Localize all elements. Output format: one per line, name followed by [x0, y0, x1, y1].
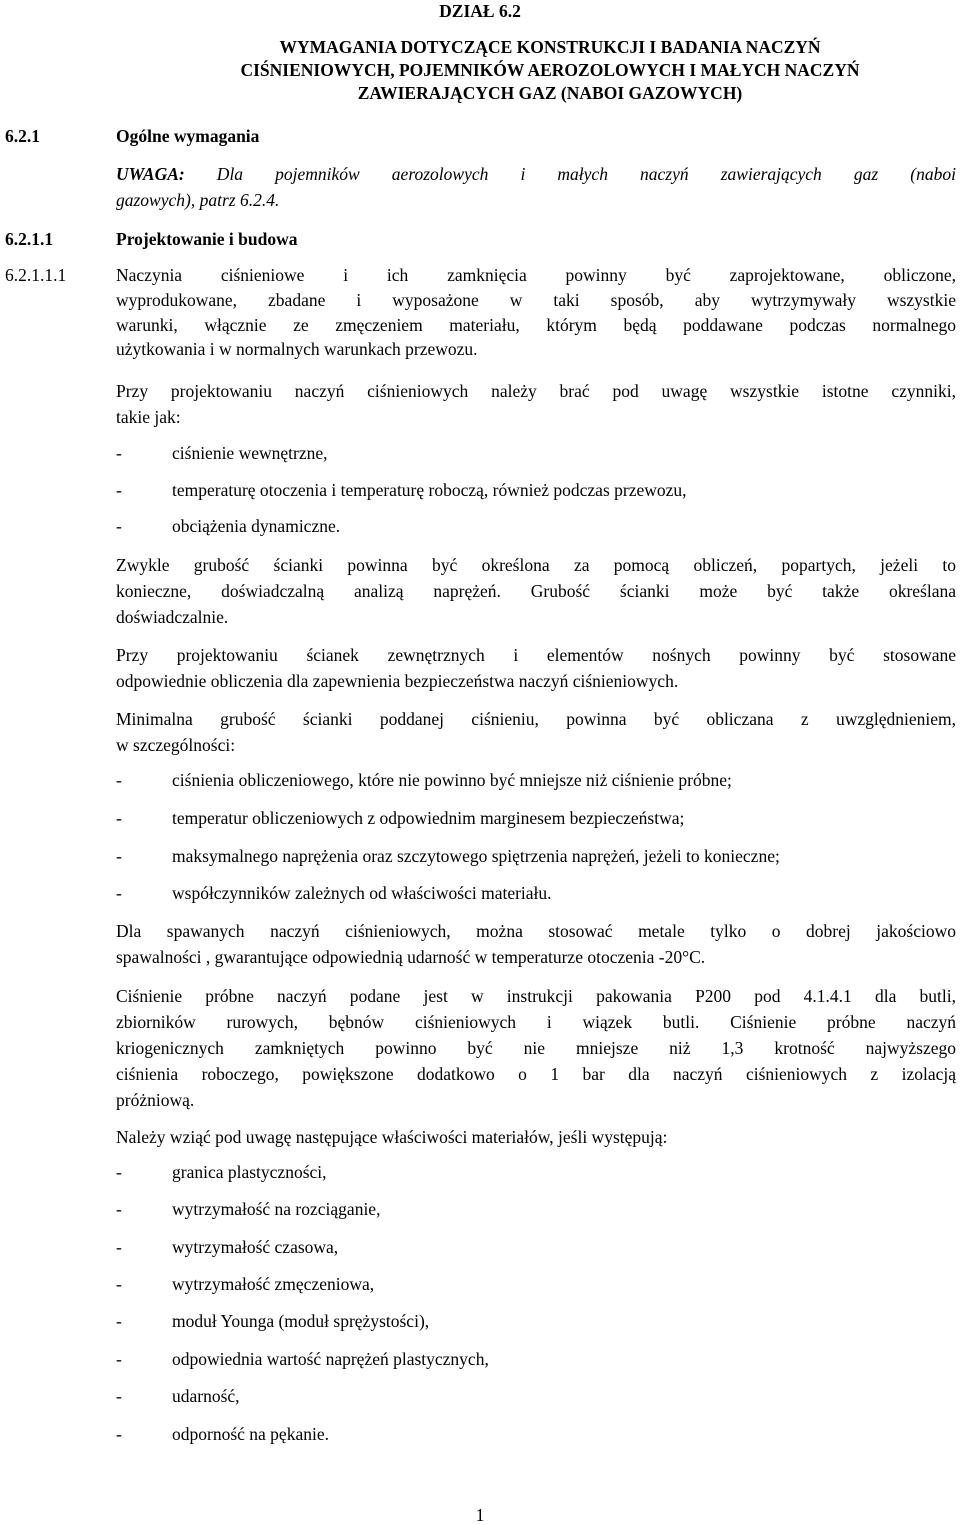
text-line: odpowiednie obliczenia dla zapewnienia bezpieczeństwa naczyń ciśnieniowych. [116, 671, 679, 691]
text-line: ciśnienia roboczego, powiększone dodatkowo o 1 bar dla naczyń ciśnieniowych z izolacją [116, 1064, 956, 1084]
list-item [116, 1347, 489, 1371]
text-line: próżniową. [116, 1090, 195, 1110]
list-item-text: moduł Younga (moduł sprężystości), [172, 1311, 430, 1331]
text-line: takie jak: [116, 407, 181, 427]
list-item-text: granica plastyczności, [172, 1162, 327, 1182]
list-item-text: wytrzymałość na rozciąganie, [172, 1199, 381, 1219]
list-dash: - [116, 808, 122, 828]
paragraph-material-properties [116, 1124, 956, 1150]
text-line: Przy projektowaniu ścianek zewnętrznych i elementów nośnych powinny być stosowane [116, 645, 956, 665]
text-line: Należy wziąć pod uwagę następujące właściwości materiałów, jeśli występują: [116, 1127, 668, 1147]
list-item [116, 1160, 327, 1184]
text-line: Dla spawanych naczyń ciśnieniowych, można stosować metale tylko o dobrej jakościowo [116, 921, 956, 941]
list-item [116, 1309, 429, 1333]
list-dash: - [116, 1424, 122, 1444]
list-item-text: wytrzymałość zmęczeniowa, [172, 1274, 375, 1294]
text-line: spawalności , gwarantujące odpowiednią udarność w temperaturze otoczenia -20°C. [116, 947, 706, 967]
heading-6-2-1 [5, 124, 259, 148]
text-line: warunki, włącznie ze zmęczeniem materiału, którym będą poddawane podczas normalnego [116, 314, 956, 335]
list-item [116, 844, 780, 868]
list-item-text: temperatur obliczeniowych z odpowiednim marginesem bezpieczeństwa; [172, 808, 685, 828]
clause-6-2-1-1-1 [116, 263, 956, 362]
list-item [116, 1384, 240, 1408]
section-title-line-3: ZAWIERAJĄCYCH GAZ (NABOI GAZOWYCH) [357, 83, 743, 103]
section-title-line-2: CIŚNIENIOWYCH, POJEMNIKÓW AEROZOLOWYCH I MAŁYCH NACZYŃ [240, 60, 860, 80]
note-line-2: gazowych), patrz 6.2.4. [116, 189, 280, 210]
text-line: w szczególności: [116, 735, 236, 755]
heading-title: Projektowanie i budowa [116, 229, 298, 249]
text-line: użytkowania i w normalnych warunkach przewozu. [116, 339, 478, 360]
list-dash: - [116, 1162, 122, 1182]
heading-number: 6.2.1.1 [5, 229, 54, 249]
list-dash: - [116, 443, 122, 463]
text-line: konieczne, doświadczalną analizą naprężeń. Grubość ścianki może być także określana [116, 581, 956, 601]
list-item [116, 806, 684, 830]
page-number: 1 [475, 1505, 485, 1525]
text-line: Naczynia ciśnieniowe i ich zamknięcia powinny być zaprojektowane, obliczone, [116, 265, 956, 285]
paragraph-test-pressure [116, 983, 956, 1113]
list-item [116, 1235, 338, 1259]
list-item [116, 881, 552, 905]
text-line: wyprodukowane, zbadane i wyposażone w taki sposób, aby wytrzymywały wszystkie [116, 289, 956, 310]
list-item [116, 1197, 380, 1221]
list-item-text: udarność, [172, 1386, 240, 1406]
text-line: Przy projektowaniu naczyń ciśnieniowych należy brać pod uwagę wszystkie istotne czynniki, [116, 381, 956, 401]
list-dash: - [116, 1311, 122, 1331]
text-line: Zwykle grubość ścianki powinna być określona za pomocą obliczeń, popartych, jeżeli to [116, 555, 956, 575]
paragraph-wall-thickness [116, 552, 956, 630]
paragraph-welded [116, 918, 956, 970]
list-item [116, 478, 687, 502]
text-line: zbiorników rurowych, bębnów ciśnieniowych i wiązek butli. Ciśnienie próbne naczyń [116, 1012, 956, 1032]
list-item-text: współczynników zależnych od właściwości materiału. [172, 883, 552, 903]
note-text-1: Dla pojemników aerozolowych i małych naczyń zawierających gaz (naboi [184, 164, 956, 184]
list-dash: - [116, 770, 122, 790]
clause-number: 6.2.1.1.1 [5, 265, 67, 285]
list-dash: - [116, 1199, 122, 1219]
text-line: Ciśnienie próbne naczyń podane jest w instrukcji pakowania P200 pod 4.1.4.1 dla butli, [116, 986, 956, 1006]
list-dash: - [116, 1386, 122, 1406]
list-dash: - [116, 1237, 122, 1257]
list-item [116, 514, 340, 538]
list-dash: - [116, 1349, 122, 1369]
heading-number: 6.2.1 [5, 126, 40, 146]
list-dash: - [116, 516, 122, 536]
section-label: DZIAŁ 6.2 [439, 1, 521, 21]
list-item [116, 1422, 329, 1446]
paragraph-min-thickness [116, 706, 956, 758]
list-item-text: wytrzymałość czasowa, [172, 1237, 339, 1257]
note-line-1 [116, 162, 956, 188]
list-dash: - [116, 883, 122, 903]
list-item-text: obciążenia dynamiczne. [172, 516, 341, 536]
text-line: kriogenicznych zamkniętych powinno być nie mniejsze niż 1,3 krotność najwyższego [116, 1038, 956, 1058]
list-item-text: ciśnienie wewnętrzne, [172, 443, 328, 463]
note-label: UWAGA: [116, 164, 185, 184]
heading-title: Ogólne wymagania [116, 126, 260, 146]
paragraph-external-walls [116, 642, 956, 694]
heading-6-2-1-1 [5, 227, 298, 251]
paragraph-design-factors [116, 378, 956, 430]
list-item-text: ciśnienia obliczeniowego, które nie powinno być mniejsze niż ciśnienie próbne; [172, 770, 732, 790]
list-dash: - [116, 480, 122, 500]
list-item-text: odpowiednia wartość naprężeń plastycznych, [172, 1349, 489, 1369]
list-item-text: temperaturę otoczenia i temperaturę roboczą, również podczas przewozu, [172, 480, 687, 500]
list-item [116, 441, 327, 465]
note-block [116, 162, 956, 214]
list-item-text: maksymalnego naprężenia oraz szczytowego spiętrzenia naprężeń, jeżeli to konieczne; [172, 846, 780, 866]
section-title-line-1: WYMAGANIA DOTYCZĄCE KONSTRUKCJI I BADANIA NACZYŃ [279, 37, 821, 57]
list-dash: - [116, 846, 122, 866]
text-line: Minimalna grubość ścianki poddanej ciśnieniu, powinna być obliczana z uwzględnieniem, [116, 709, 956, 729]
list-item [116, 768, 732, 792]
list-item [116, 1272, 374, 1296]
text-line: doświadczalnie. [116, 607, 229, 627]
list-dash: - [116, 1274, 122, 1294]
list-item-text: odporność na pękanie. [172, 1424, 329, 1444]
